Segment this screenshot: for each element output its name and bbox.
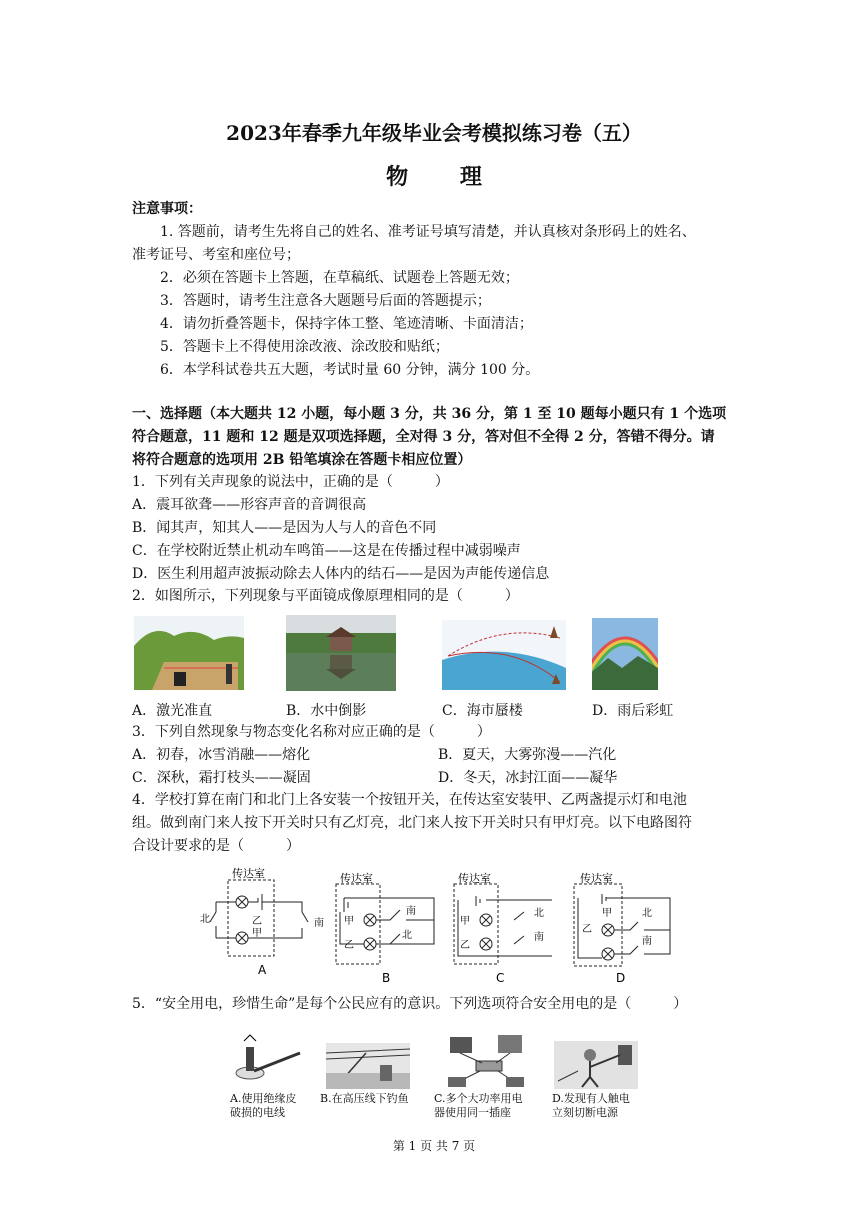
option: C．在学校附近禁止机动车鸣笛——这是在传播过程中减弱噪声	[132, 543, 521, 559]
svg-text:北: 北	[402, 930, 412, 941]
label-yi: 乙	[252, 916, 262, 927]
option: A．激光准直	[132, 703, 213, 719]
diagram-label: A	[258, 963, 267, 977]
notice-heading: 注意事项：	[132, 201, 202, 217]
option: C．深秋，霜打枝头——凝固	[132, 770, 311, 786]
option: C．海市蜃楼	[442, 703, 523, 719]
question-stem: 4．学校打算在南门和北门上各安装一个按钮开关，在传达室安装甲、乙两盏提示灯和电池	[132, 792, 687, 808]
svg-text:南: 南	[406, 906, 416, 917]
option: B．水中倒影	[286, 703, 367, 719]
subject-title: 物 理	[386, 164, 504, 190]
notice-item: 4．请勿折叠答题卡，保持字体工整、笔迹清晰、卡面清洁；	[160, 316, 533, 332]
notice-item: 6．本学科试卷共五大题，考试时量 60 分钟，满分 100 分。	[160, 362, 540, 378]
svg-text:传达室: 传达室	[340, 872, 373, 885]
svg-text:甲: 甲	[460, 916, 470, 927]
circuit-diagram-c	[452, 872, 558, 984]
option: B．闻其声，知其人——是因为人与人的音色不同	[132, 520, 437, 536]
diagram-label: B	[382, 971, 391, 984]
option: B．夏天，大雾弥漫——汽化	[438, 747, 617, 763]
damaged-wire-image	[230, 1033, 308, 1089]
svg-text:乙: 乙	[582, 924, 592, 935]
notice-item: 1. 答题前，请考生先将自己的姓名、准考证号填写清楚，并认真核对条形码上的姓名、	[160, 224, 696, 240]
svg-text:乙: 乙	[344, 940, 354, 951]
svg-text:甲: 甲	[344, 916, 354, 927]
notice-item: 5．答题卡上不得使用涂改液、涂改胶和贴纸；	[160, 339, 449, 355]
option: A．震耳欲聋——形容声音的音调很高	[132, 497, 367, 513]
question-stem: 5．“安全用电，珍惜生命”是每个公民应有的意识。下列选项符合安全用电的是（ ）	[132, 996, 688, 1012]
notice-item: 3．答题时，请考生注意各大题题号后面的答题提示；	[160, 293, 491, 309]
option: D．冬天，冰封江面——凝华	[438, 770, 618, 786]
label-bei: 北	[200, 914, 210, 925]
option: D．雨后彩虹	[592, 703, 674, 719]
svg-text:北: 北	[642, 908, 652, 919]
circuit-diagram-b	[334, 872, 440, 984]
svg-text:南: 南	[642, 936, 652, 947]
notice-item: 准考证号、考室和座位号；	[132, 247, 300, 263]
label-nan: 南	[314, 918, 324, 929]
overloaded-socket-image	[446, 1033, 526, 1089]
question-stem: 合设计要求的是（ ）	[132, 838, 300, 854]
cut-power-image	[554, 1041, 638, 1089]
svg-text:甲: 甲	[602, 908, 612, 919]
svg-text:传达室: 传达室	[458, 872, 491, 885]
svg-text:传达室: 传达室	[580, 872, 613, 885]
mirage-image	[442, 620, 566, 690]
circuit-diagram-a	[196, 864, 330, 984]
rainbow-image	[592, 618, 658, 690]
option: A．初春，冰雪消融——熔化	[132, 747, 311, 763]
water-reflection-image	[286, 615, 396, 691]
question-stem: 2．如图所示，下列现象与平面镜成像原理相同的是（ ）	[132, 588, 519, 604]
section-heading: 符合题意，11 题和 12 题是双项选择题，全对得 3 分，答对但不全得 2 分，答错不得分。请	[132, 429, 715, 445]
q5-caption-b: B.在高压线下钓鱼	[320, 1092, 409, 1105]
page-footer: 第 1 页 共 7 页	[392, 1139, 476, 1153]
question-stem: 组。做到南门来人按下开关时只有乙灯亮，北门来人按下开关时只有甲灯亮。以下电路图符	[132, 815, 692, 831]
room-label: 传达室	[232, 867, 265, 880]
q5-caption-a: A.使用绝缘皮 破损的电线	[230, 1092, 297, 1119]
q5-caption-d: D.发现有人触电 立刻切断电源	[552, 1092, 630, 1119]
notice-item: 2．必须在答题卡上答题，在草稿纸、试题卷上答题无效；	[160, 270, 519, 286]
option: D．医生利用超声波振动除去人体内的结石——是因为声能传递信息	[132, 566, 550, 582]
diagram-label: D	[616, 971, 626, 984]
circuit-diagram-d	[572, 872, 676, 984]
svg-text:乙: 乙	[460, 940, 470, 951]
svg-text:南: 南	[534, 932, 544, 943]
exam-title: 2023年春季九年级毕业会考模拟练习卷（五）	[226, 121, 642, 145]
fishing-under-powerline-image	[326, 1043, 410, 1089]
question-stem: 1．下列有关声现象的说法中，正确的是（ ）	[132, 474, 449, 490]
diagram-label: C	[496, 971, 505, 984]
section-heading: 一、选择题（本大题共 12 小题，每小题 3 分，共 36 分，第 1 至 10 题每小题只有 1 个选项	[132, 406, 727, 422]
svg-text:北: 北	[534, 908, 544, 919]
label-jia: 甲	[252, 928, 262, 939]
section-heading: 将符合题意的选项用 2B 铅笔填涂在答题卡相应位置）	[132, 452, 472, 468]
q5-caption-c: C.多个大功率用电 器使用同一插座	[434, 1092, 523, 1119]
laser-alignment-image	[134, 616, 244, 690]
question-stem: 3．下列自然现象与物态变化名称对应正确的是（ ）	[132, 724, 491, 740]
